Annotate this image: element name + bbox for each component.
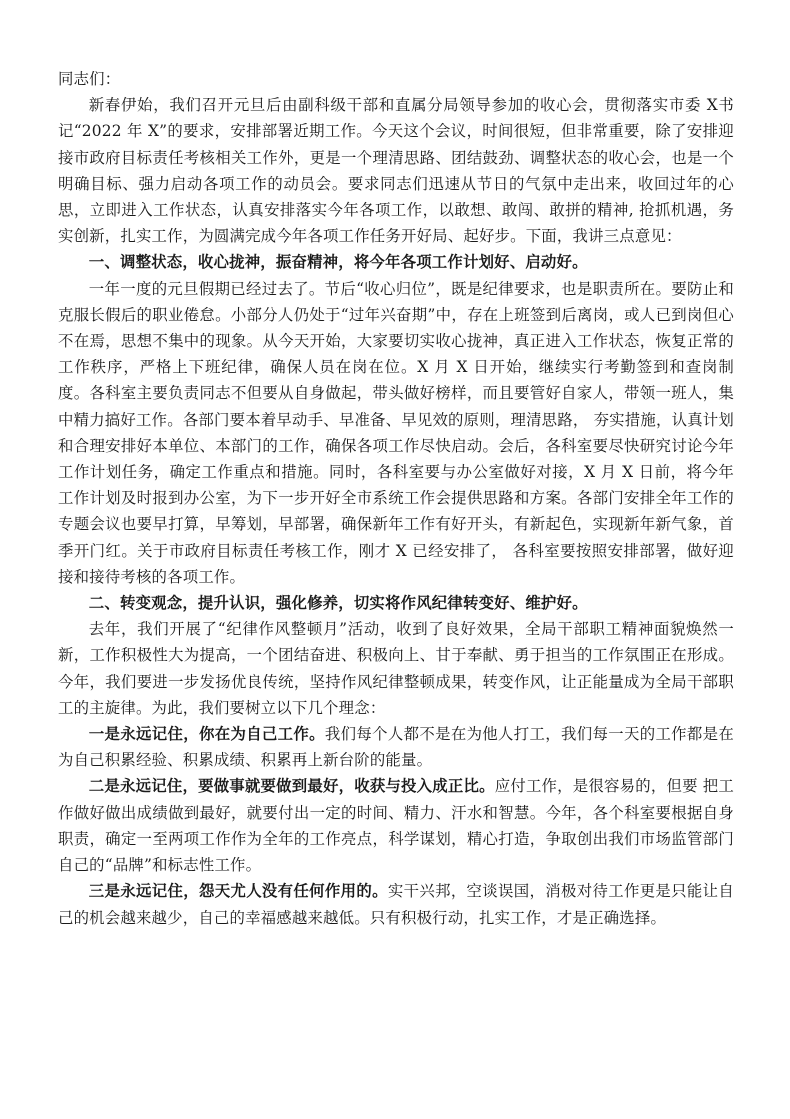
paragraph-section-1: 一年一度的元旦假期已经过去了。节后“收心归位”，既是纪律要求，也是职责所在。要防止和克服长假后的职业倦怠。小部分人仍处于“过年兴奋期”中，存在上班签到后离岗，或人已到岗但心不在焉，思想不集中的现象。从今天开始，大家要切实收心拢神，真正进入工作状态，恢复正常的工作秩序，严格上下班纪律，确保人员在岗在位。X 月 X 日开始，继续实行考勤签到和查岗制度。各科室主要负责同志不但要从自身做起，带头做好榜样，而且要管好自家人，带领一班人，集中精力搞好工作。各部门要本着早动手、早准备、早见效的原则，理清思路， 夯实措施，认真计划和合理安排好本单位、本部门的工作，确保各项工作尽快启动。会后，各科室要尽快研究讨论今年工作计划任务，确定工作重点和措施。同时，各科室要与办公室做好对接，X 月 X 日前，将今年工作计划及时报到办公室，为下一步开好全市系统工作会提供思路和方案。各部门安排全年工作的专题会议也要早打算，早筹划，早部署，确保新年工作有好开头，有新起色，实现新年新气象，首季开门红。关于市政府目标责任考核工作，刚才 X 已经安排了， 各科室要按照安排部署，做好迎接和接待考核的各项工作。 bbox=[58, 279, 734, 586]
paragraph-section-2: 去年，我们开展了“纪律作风整顿月”活动，收到了良好效果，全局干部职工精神面貌焕然一新，工作积极性大为提高，一个团结奋进、积极向上、甘于奉献、勇于担当的工作氛围正在形成。今年，我们要进一步发扬优良传统，坚持作风纪律整顿成果，转变作风，让正能量成为全局干部职工的主旋律。为此，我们要树立以下几个理念： bbox=[58, 620, 734, 717]
salutation: 同志们： bbox=[58, 70, 121, 88]
principle-3-text: 实干兴邦，空谈误国，消极对待工作更是只能让自己的机会越来越少，自己的幸福感越来越低。只有积极行动，扎实工作，才是正确选择。 bbox=[58, 882, 734, 927]
paragraph-principle-3 bbox=[58, 878, 734, 930]
principle-2-lead: 二是永远记住，要做事就要做到最好，收获与投入成正比。 bbox=[88, 777, 495, 796]
principle-3-lead: 三是永远记住，怨天尤人没有任何作用的。 bbox=[88, 882, 388, 901]
principle-1-lead: 一是永远记住，你在为自己工作。 bbox=[88, 725, 325, 744]
principle-1-text: 我们每个人都不是在为他人打工，我们每一天的工作都是在为自己积累经验、积累成绩、积累再上新台阶的能量。 bbox=[58, 725, 734, 770]
section-heading-1: 一、调整状态，收心拢神，振奋精神，将今年各项工作计划好、启动好。 bbox=[88, 253, 588, 272]
section-heading-2: 二、转变观念，提升认识，强化修养，切实将作风纪律转变好、维护好。 bbox=[88, 594, 588, 613]
principle-2-text: 应付工作，是很容易的，但要 把工作做好做出成绩做到最好，就要付出一定的时间、精力、汗水和智慧。今年，各个科室要根据自身职责，确定一至两项工作作为全年的工作亮点，科学谋划，精心打造，争取创出我们市场监管部门自己的“品牌”和标志性工作。 bbox=[58, 777, 734, 875]
document-page bbox=[58, 66, 734, 931]
paragraph-principle-1 bbox=[58, 721, 734, 773]
paragraph-principle-2 bbox=[58, 773, 734, 878]
paragraph-intro: 新春伊始，我们召开元旦后由副科级干部和直属分局领导参加的收心会，贯彻落实市委 X书记“2022 年 X”的要求，安排部署近期工作。今天这个会议，时间很短，但非常重要，除了安排迎接市政府目标责任考核相关工作外，更是一个理清思路、团结鼓劲、调整状态的收心会，也是一个明确目标、强力启动各项工作的动员会。要求同志们迅速从节日的气氛中走出来，收回过年的心思，立即进入工作状态，认真安排落实今年各项工作，以敢想、敢闯、敢拼的精神, 抢抓机遇，务实创新，扎实工作，为圆满完成今年各项工作任务开好局、起好步。下面，我讲三点意见： bbox=[58, 96, 734, 246]
